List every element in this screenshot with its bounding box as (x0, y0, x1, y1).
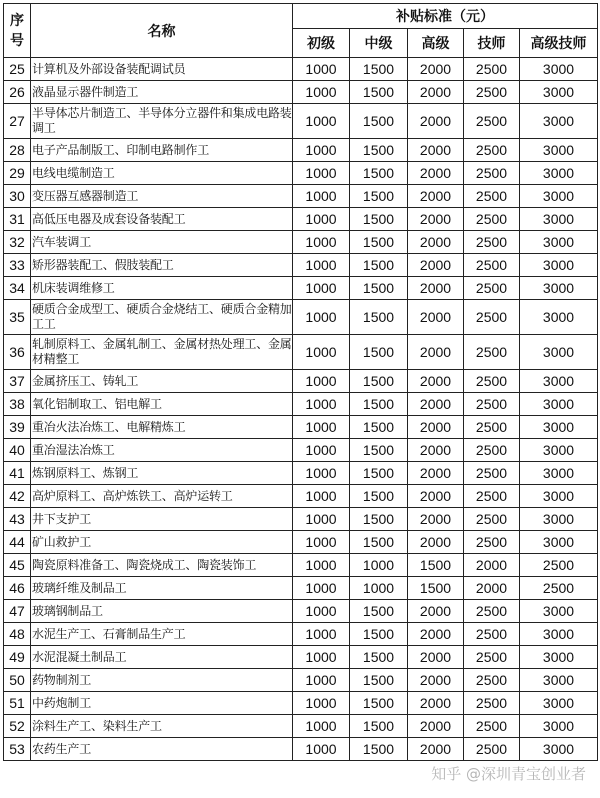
subsidy-value: 1500 (350, 738, 408, 761)
subsidy-value: 1500 (350, 277, 408, 300)
subsidy-value: 1500 (350, 393, 408, 416)
subsidy-value: 3000 (520, 508, 598, 531)
subsidy-value: 1500 (350, 139, 408, 162)
subsidy-value: 1000 (293, 646, 350, 669)
table-row (4, 231, 598, 254)
row-number: 40 (4, 439, 31, 462)
subsidy-value: 2000 (408, 185, 464, 208)
occupation-name: 玻璃钢制品工 (31, 600, 293, 623)
occupation-name: 变压器互感器制造工 (31, 185, 293, 208)
row-number: 53 (4, 738, 31, 761)
subsidy-value: 3000 (520, 393, 598, 416)
subsidy-value: 2500 (464, 254, 520, 277)
subsidy-value: 2500 (464, 208, 520, 231)
subsidy-value: 1500 (350, 335, 408, 370)
subsidy-value: 1500 (350, 508, 408, 531)
table-row (4, 577, 598, 600)
subsidy-value: 3000 (520, 715, 598, 738)
subsidy-value: 2000 (408, 254, 464, 277)
subsidy-value: 3000 (520, 185, 598, 208)
table-row (4, 692, 598, 715)
subsidy-value: 2000 (408, 669, 464, 692)
subsidy-table (3, 3, 598, 761)
table-header (4, 4, 598, 58)
subsidy-value: 2500 (464, 416, 520, 439)
row-number: 29 (4, 162, 31, 185)
subsidy-value: 2500 (464, 439, 520, 462)
occupation-name: 计算机及外部设备装配调试员 (31, 58, 293, 81)
subsidy-value: 1000 (350, 577, 408, 600)
subsidy-value: 2000 (408, 692, 464, 715)
subsidy-value: 1500 (350, 185, 408, 208)
table-row (4, 531, 598, 554)
subsidy-value: 2000 (408, 370, 464, 393)
subsidy-value: 1000 (293, 81, 350, 104)
subsidy-value: 1000 (293, 554, 350, 577)
subsidy-value: 2500 (464, 185, 520, 208)
header-level: 高级 (408, 29, 464, 58)
row-number: 25 (4, 58, 31, 81)
occupation-name: 液晶显示器件制造工 (31, 81, 293, 104)
subsidy-value: 2000 (408, 738, 464, 761)
subsidy-value: 2500 (464, 139, 520, 162)
subsidy-value: 3000 (520, 254, 598, 277)
table-row (4, 416, 598, 439)
row-number: 50 (4, 669, 31, 692)
occupation-name: 矿山救护工 (31, 531, 293, 554)
subsidy-value: 3000 (520, 439, 598, 462)
subsidy-value: 1000 (293, 715, 350, 738)
subsidy-value: 2000 (408, 81, 464, 104)
subsidy-value: 1000 (293, 692, 350, 715)
subsidy-value: 1500 (408, 577, 464, 600)
occupation-name: 电线电缆制造工 (31, 162, 293, 185)
subsidy-value: 1500 (350, 81, 408, 104)
table-row (4, 439, 598, 462)
subsidy-value: 2500 (464, 104, 520, 139)
subsidy-value: 3000 (520, 335, 598, 370)
subsidy-value: 1500 (350, 531, 408, 554)
table-row (4, 81, 598, 104)
subsidy-value: 1500 (350, 231, 408, 254)
occupation-name: 汽车装调工 (31, 231, 293, 254)
subsidy-value: 2500 (464, 485, 520, 508)
subsidy-value: 2000 (408, 439, 464, 462)
subsidy-value: 2000 (408, 277, 464, 300)
row-number: 37 (4, 370, 31, 393)
subsidy-value: 1500 (408, 554, 464, 577)
row-number: 35 (4, 300, 31, 335)
subsidy-value: 2000 (464, 577, 520, 600)
row-number: 52 (4, 715, 31, 738)
subsidy-value: 2000 (408, 58, 464, 81)
header-level: 初级 (293, 29, 350, 58)
row-number: 39 (4, 416, 31, 439)
subsidy-value: 1000 (293, 335, 350, 370)
row-number: 42 (4, 485, 31, 508)
occupation-name: 半导体芯片制造工、半导体分立器件和集成电路装调工 (31, 104, 293, 139)
header-standard: 补贴标准（元） (293, 4, 598, 29)
subsidy-value: 1000 (293, 485, 350, 508)
row-number: 45 (4, 554, 31, 577)
table-row (4, 185, 598, 208)
header-level: 中级 (350, 29, 408, 58)
subsidy-value: 1500 (350, 370, 408, 393)
subsidy-value: 2000 (408, 623, 464, 646)
subsidy-value: 1000 (293, 393, 350, 416)
subsidy-value: 1500 (350, 254, 408, 277)
subsidy-value: 2500 (464, 300, 520, 335)
subsidy-value: 1000 (293, 669, 350, 692)
occupation-name: 农药生产工 (31, 738, 293, 761)
table-row (4, 393, 598, 416)
subsidy-value: 2000 (408, 231, 464, 254)
subsidy-value: 1500 (350, 300, 408, 335)
subsidy-value: 2000 (408, 462, 464, 485)
subsidy-value: 1500 (350, 462, 408, 485)
subsidy-value: 1000 (293, 623, 350, 646)
table-row (4, 508, 598, 531)
occupation-name: 电子产品制版工、印制电路制作工 (31, 139, 293, 162)
table-row (4, 669, 598, 692)
occupation-name: 硬质合金成型工、硬质合金烧结工、硬质合金精加工工 (31, 300, 293, 335)
table-row (4, 623, 598, 646)
table-row (4, 462, 598, 485)
subsidy-value: 1000 (293, 231, 350, 254)
table-row (4, 600, 598, 623)
subsidy-value: 3000 (520, 669, 598, 692)
subsidy-value: 2500 (464, 335, 520, 370)
table-row (4, 58, 598, 81)
subsidy-value: 3000 (520, 646, 598, 669)
occupation-name: 炼钢原料工、炼钢工 (31, 462, 293, 485)
subsidy-value: 2500 (520, 577, 598, 600)
subsidy-value: 2500 (464, 277, 520, 300)
subsidy-value: 2500 (464, 692, 520, 715)
subsidy-value: 1000 (350, 554, 408, 577)
subsidy-value: 2500 (464, 231, 520, 254)
subsidy-value: 2500 (464, 462, 520, 485)
subsidy-value: 2000 (408, 393, 464, 416)
subsidy-value: 2500 (464, 715, 520, 738)
subsidy-value: 1500 (350, 485, 408, 508)
subsidy-value: 1000 (293, 300, 350, 335)
row-number: 43 (4, 508, 31, 531)
subsidy-value: 3000 (520, 623, 598, 646)
occupation-name: 涂料生产工、染料生产工 (31, 715, 293, 738)
subsidy-value: 1000 (293, 58, 350, 81)
table-row (4, 485, 598, 508)
row-number: 33 (4, 254, 31, 277)
row-number: 38 (4, 393, 31, 416)
row-number: 32 (4, 231, 31, 254)
subsidy-value: 2000 (408, 208, 464, 231)
table-row (4, 104, 598, 139)
subsidy-value: 2500 (464, 393, 520, 416)
subsidy-value: 1000 (293, 531, 350, 554)
table-row (4, 335, 598, 370)
header-level: 技师 (464, 29, 520, 58)
row-number: 26 (4, 81, 31, 104)
occupation-name: 药物制剂工 (31, 669, 293, 692)
subsidy-value: 1500 (350, 715, 408, 738)
subsidy-value: 2500 (464, 531, 520, 554)
subsidy-value: 3000 (520, 58, 598, 81)
subsidy-value: 2000 (408, 715, 464, 738)
subsidy-value: 3000 (520, 104, 598, 139)
watermark: 知乎 @深圳青宝创业者 (431, 765, 586, 783)
table-row (4, 162, 598, 185)
row-number: 27 (4, 104, 31, 139)
subsidy-value: 1500 (350, 600, 408, 623)
subsidy-value: 2500 (464, 162, 520, 185)
subsidy-value: 2500 (464, 738, 520, 761)
header-no: 序 号 (4, 4, 31, 58)
row-number: 51 (4, 692, 31, 715)
header-name: 名称 (31, 4, 293, 58)
subsidy-value: 3000 (520, 231, 598, 254)
row-number: 31 (4, 208, 31, 231)
occupation-name: 机床装调维修工 (31, 277, 293, 300)
subsidy-value: 2500 (520, 554, 598, 577)
table-row (4, 370, 598, 393)
row-number: 36 (4, 335, 31, 370)
subsidy-value: 2000 (408, 300, 464, 335)
subsidy-value: 3000 (520, 600, 598, 623)
subsidy-value: 1000 (293, 277, 350, 300)
row-number: 49 (4, 646, 31, 669)
subsidy-value: 2500 (464, 623, 520, 646)
occupation-name: 中药炮制工 (31, 692, 293, 715)
subsidy-value: 3000 (520, 162, 598, 185)
subsidy-value: 1000 (293, 370, 350, 393)
subsidy-value: 2500 (464, 370, 520, 393)
subsidy-value: 3000 (520, 277, 598, 300)
subsidy-value: 2000 (408, 162, 464, 185)
subsidy-value: 1000 (293, 508, 350, 531)
subsidy-value: 1500 (350, 623, 408, 646)
subsidy-value: 2000 (408, 531, 464, 554)
table-row (4, 646, 598, 669)
subsidy-value: 1000 (293, 254, 350, 277)
table-row (4, 208, 598, 231)
occupation-name: 水泥生产工、石膏制品生产工 (31, 623, 293, 646)
row-number: 47 (4, 600, 31, 623)
subsidy-value: 2000 (408, 416, 464, 439)
subsidy-value: 1000 (293, 185, 350, 208)
table-row (4, 254, 598, 277)
subsidy-value: 2500 (464, 669, 520, 692)
row-number: 30 (4, 185, 31, 208)
subsidy-value: 2000 (464, 554, 520, 577)
occupation-name: 金属挤压工、铸轧工 (31, 370, 293, 393)
subsidy-value: 3000 (520, 139, 598, 162)
subsidy-value: 1000 (293, 162, 350, 185)
subsidy-value: 3000 (520, 370, 598, 393)
subsidy-value: 1500 (350, 416, 408, 439)
row-number: 48 (4, 623, 31, 646)
occupation-name: 高低压电器及成套设备装配工 (31, 208, 293, 231)
subsidy-value: 1000 (293, 104, 350, 139)
subsidy-value: 1500 (350, 669, 408, 692)
subsidy-value: 2000 (408, 508, 464, 531)
row-number: 41 (4, 462, 31, 485)
occupation-name: 陶瓷原料准备工、陶瓷烧成工、陶瓷装饰工 (31, 554, 293, 577)
subsidy-value: 1500 (350, 692, 408, 715)
occupation-name: 重冶火法冶炼工、电解精炼工 (31, 416, 293, 439)
occupation-name: 轧制原料工、金属轧制工、金属材热处理工、金属材精整工 (31, 335, 293, 370)
occupation-name: 水泥混凝土制品工 (31, 646, 293, 669)
subsidy-value: 3000 (520, 462, 598, 485)
subsidy-value: 1000 (293, 139, 350, 162)
subsidy-value: 1500 (350, 208, 408, 231)
subsidy-value: 2500 (464, 646, 520, 669)
table-row (4, 554, 598, 577)
subsidy-value: 1000 (293, 208, 350, 231)
table-row (4, 738, 598, 761)
subsidy-value: 2000 (408, 600, 464, 623)
subsidy-value: 2500 (464, 600, 520, 623)
table-body (4, 58, 598, 761)
occupation-name: 玻璃纤维及制品工 (31, 577, 293, 600)
subsidy-value: 3000 (520, 81, 598, 104)
subsidy-value: 2000 (408, 139, 464, 162)
row-number: 44 (4, 531, 31, 554)
occupation-name: 高炉原料工、高炉炼铁工、高炉运转工 (31, 485, 293, 508)
subsidy-value: 1000 (293, 738, 350, 761)
occupation-name: 矫形器装配工、假肢装配工 (31, 254, 293, 277)
subsidy-value: 2500 (464, 81, 520, 104)
table-row (4, 300, 598, 335)
table-row (4, 139, 598, 162)
row-number: 34 (4, 277, 31, 300)
subsidy-value: 1500 (350, 58, 408, 81)
subsidy-value: 3000 (520, 416, 598, 439)
table-row (4, 277, 598, 300)
occupation-name: 重冶湿法冶炼工 (31, 439, 293, 462)
subsidy-value: 1500 (350, 104, 408, 139)
subsidy-value: 3000 (520, 485, 598, 508)
subsidy-value: 1000 (293, 416, 350, 439)
subsidy-value: 3000 (520, 692, 598, 715)
subsidy-value: 1000 (293, 577, 350, 600)
subsidy-value: 1000 (293, 439, 350, 462)
subsidy-value: 1500 (350, 646, 408, 669)
subsidy-value: 2000 (408, 646, 464, 669)
subsidy-value: 2000 (408, 104, 464, 139)
subsidy-value: 2000 (408, 335, 464, 370)
row-number: 28 (4, 139, 31, 162)
subsidy-value: 1500 (350, 439, 408, 462)
subsidy-value: 1000 (293, 600, 350, 623)
subsidy-value: 3000 (520, 208, 598, 231)
subsidy-value: 3000 (520, 531, 598, 554)
subsidy-value: 2500 (464, 508, 520, 531)
occupation-name: 氧化铝制取工、铝电解工 (31, 393, 293, 416)
subsidy-value: 3000 (520, 738, 598, 761)
header-level: 高级技师 (520, 29, 598, 58)
subsidy-value: 3000 (520, 300, 598, 335)
table-row (4, 715, 598, 738)
occupation-name: 井下支护工 (31, 508, 293, 531)
subsidy-value: 2500 (464, 58, 520, 81)
subsidy-value: 2000 (408, 485, 464, 508)
row-number: 46 (4, 577, 31, 600)
subsidy-value: 1500 (350, 162, 408, 185)
subsidy-value: 1000 (293, 462, 350, 485)
